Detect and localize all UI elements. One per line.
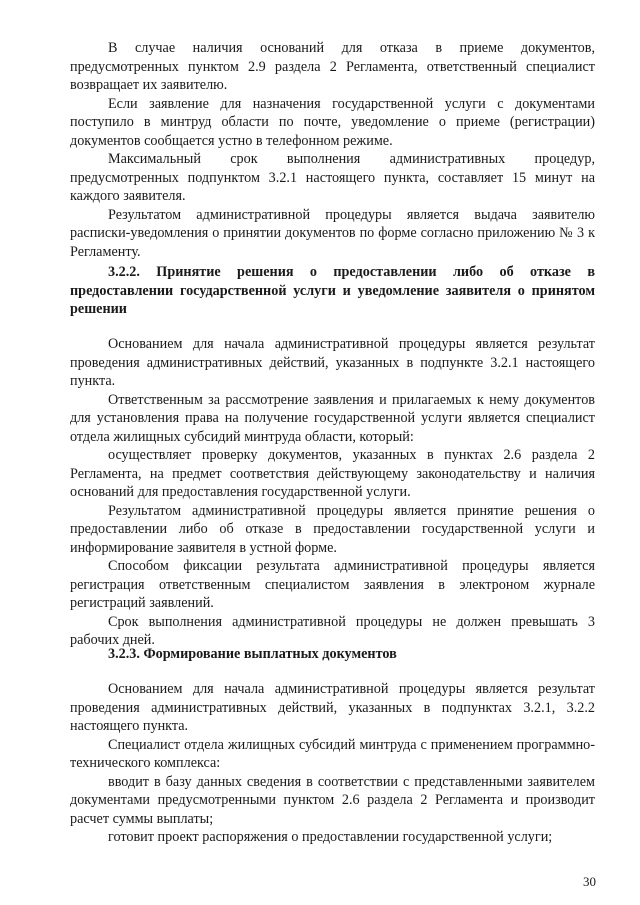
section-heading-323: 3.2.3. Формирование выплатных документов	[108, 646, 397, 662]
section-323-body	[70, 680, 595, 847]
page-number: 30	[583, 874, 596, 889]
paragraph: Ответственным за рассмотрение заявления и прилагаемых к нему документов для установления права на получение государственной услуги является специалист отдела жилищных субсидий минтруда области, который:	[70, 391, 595, 445]
paragraph: готовит проект распоряжения о предоставлении государственной услуги;	[108, 829, 553, 845]
paragraph: Результатом административной процедуры является выдача заявителю расписки-уведомления о принятии документов по форме согласно приложению № 3 к Регламенту.	[70, 206, 595, 260]
paragraph: Максимальный срок выполнения административных процедур, предусмотренных подпунктом 3.2.1 настоящего пункта, составляет 15 минут на каждого заявителя.	[70, 151, 595, 204]
paragraph: Специалист отдела жилищных субсидий минтруда с применением программно-технического комплекса:	[70, 736, 595, 771]
paragraph: В случае наличия оснований для отказа в приеме документов, предусмотренных пунктом 2.9 раздела 2 Регламента, ответственный специалист возвращает их заявителю.	[70, 40, 595, 93]
paragraph: осуществляет проверку документов, указанных в пунктах 2.6 раздела 2 Регламента, на предмет соответствия действующему законодательству и наличия оснований для предоставления государственной услуги.	[70, 447, 595, 500]
paragraph: Срок выполнения административной процедуры не должен превышать 3 рабочих дней.	[70, 613, 595, 648]
section-322-body	[70, 335, 595, 650]
paragraph: вводит в базу данных сведения в соответствии с представленными заявителем документами предусмотренными пунктом 2.6 раздела 2 Регламента и производит расчет суммы выплаты;	[70, 773, 595, 827]
paragraph: Результатом административной процедуры является принятие решения о предоставлении либо об отказе в предоставлении государственной услуги и информирование заявителя в устной форме.	[70, 502, 595, 556]
section-heading-322: 3.2.2. Принятие решения о предоставлении либо об отказе в предоставлении государственной услуги и уведомление заявителя о принятом решении	[70, 264, 595, 317]
intro-section	[70, 39, 595, 261]
paragraph: Основанием для начала административной процедуры является результат проведения административных действий, указанных в подпунктах 3.2.1, 3.2.2 настоящего пункта.	[70, 681, 595, 734]
paragraph: Если заявление для назначения государственной услуги с документами поступило в минтруд области по почте, уведомление о приеме (регистрации) документов сообщается устно в телефонном режиме.	[70, 95, 595, 149]
paragraph: Основанием для начала административной процедуры является результат проведения административных действий, указанных в подпункте 3.2.1 настоящего пункта.	[70, 336, 595, 389]
paragraph: Способом фиксации результата административной процедуры является регистрация ответственным специалистом заявления в электроном журнале регистраций заявлений.	[70, 558, 595, 611]
